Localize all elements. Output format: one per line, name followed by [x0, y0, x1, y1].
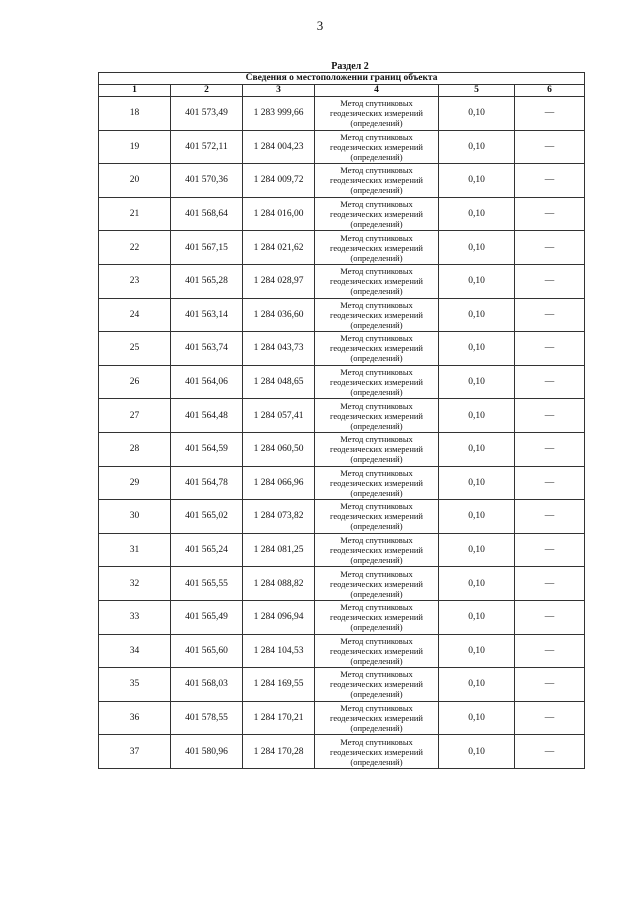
x-coordinate-cell: 401 572,11 [171, 130, 243, 164]
point-number-cell: 29 [99, 466, 171, 500]
point-number-cell: 30 [99, 500, 171, 534]
description-cell: — [515, 97, 585, 131]
point-number-cell: 19 [99, 130, 171, 164]
column-number: 4 [315, 85, 439, 97]
page-number: 3 [316, 18, 324, 33]
y-coordinate-cell: 1 284 073,82 [243, 500, 315, 534]
method-cell: Метод спутниковых геодезических измерений (определений) [315, 164, 439, 198]
section-title: Раздел 2 [331, 61, 369, 72]
point-number-cell: 35 [99, 668, 171, 702]
y-coordinate-cell: 1 284 066,96 [243, 466, 315, 500]
table-row [99, 197, 585, 231]
description-cell: — [515, 735, 585, 769]
method-cell: Метод спутниковых геодезических измерений (определений) [315, 365, 439, 399]
accuracy-cell: 0,10 [439, 197, 515, 231]
accuracy-cell: 0,10 [439, 130, 515, 164]
method-cell: Метод спутниковых геодезических измерений (определений) [315, 298, 439, 332]
point-number-cell: 31 [99, 533, 171, 567]
point-number-cell: 22 [99, 231, 171, 265]
table-caption: Сведения о местоположении границ объекта [99, 73, 585, 85]
accuracy-cell: 0,10 [439, 97, 515, 131]
description-cell: — [515, 399, 585, 433]
description-cell: — [515, 701, 585, 735]
description-cell: — [515, 634, 585, 668]
method-cell: Метод спутниковых геодезических измерений (определений) [315, 432, 439, 466]
description-cell: — [515, 298, 585, 332]
y-coordinate-cell: 1 284 169,55 [243, 668, 315, 702]
x-coordinate-cell: 401 565,55 [171, 567, 243, 601]
description-cell: — [515, 332, 585, 366]
method-cell: Метод спутниковых геодезических измерений (определений) [315, 634, 439, 668]
y-coordinate-cell: 1 284 088,82 [243, 567, 315, 601]
table-row [99, 298, 585, 332]
method-cell: Метод спутниковых геодезических измерений (определений) [315, 399, 439, 433]
boundary-table [98, 72, 585, 769]
point-number-cell: 34 [99, 634, 171, 668]
description-cell: — [515, 264, 585, 298]
method-cell: Метод спутниковых геодезических измерений (определений) [315, 264, 439, 298]
method-cell: Метод спутниковых геодезических измерений (определений) [315, 701, 439, 735]
x-coordinate-cell: 401 565,60 [171, 634, 243, 668]
point-number-cell: 18 [99, 97, 171, 131]
y-coordinate-cell: 1 284 060,50 [243, 432, 315, 466]
x-coordinate-cell: 401 564,59 [171, 432, 243, 466]
table-row [99, 668, 585, 702]
accuracy-cell: 0,10 [439, 164, 515, 198]
table-row [99, 97, 585, 131]
x-coordinate-cell: 401 567,15 [171, 231, 243, 265]
method-cell: Метод спутниковых геодезических измерений (определений) [315, 197, 439, 231]
table-row [99, 634, 585, 668]
description-cell: — [515, 500, 585, 534]
y-coordinate-cell: 1 284 170,21 [243, 701, 315, 735]
x-coordinate-cell: 401 578,55 [171, 701, 243, 735]
method-cell: Метод спутниковых геодезических измерений (определений) [315, 567, 439, 601]
y-coordinate-cell: 1 284 096,94 [243, 600, 315, 634]
table-row [99, 735, 585, 769]
accuracy-cell: 0,10 [439, 466, 515, 500]
method-cell: Метод спутниковых геодезических измерений (определений) [315, 130, 439, 164]
accuracy-cell: 0,10 [439, 399, 515, 433]
description-cell: — [515, 466, 585, 500]
accuracy-cell: 0,10 [439, 332, 515, 366]
y-coordinate-cell: 1 284 004,23 [243, 130, 315, 164]
x-coordinate-cell: 401 568,64 [171, 197, 243, 231]
description-cell: — [515, 432, 585, 466]
description-cell: — [515, 130, 585, 164]
description-cell: — [515, 365, 585, 399]
accuracy-cell: 0,10 [439, 634, 515, 668]
table-row [99, 130, 585, 164]
table-row [99, 365, 585, 399]
point-number-cell: 28 [99, 432, 171, 466]
column-number: 5 [439, 85, 515, 97]
x-coordinate-cell: 401 563,14 [171, 298, 243, 332]
table-row [99, 500, 585, 534]
table-body [99, 97, 585, 769]
table-row [99, 533, 585, 567]
column-number: 3 [243, 85, 315, 97]
accuracy-cell: 0,10 [439, 735, 515, 769]
x-coordinate-cell: 401 565,24 [171, 533, 243, 567]
x-coordinate-cell: 401 565,49 [171, 600, 243, 634]
x-coordinate-cell: 401 564,06 [171, 365, 243, 399]
table-row [99, 231, 585, 265]
point-number-cell: 33 [99, 600, 171, 634]
accuracy-cell: 0,10 [439, 264, 515, 298]
y-coordinate-cell: 1 284 104,53 [243, 634, 315, 668]
description-cell: — [515, 600, 585, 634]
x-coordinate-cell: 401 570,36 [171, 164, 243, 198]
table-row [99, 600, 585, 634]
x-coordinate-cell: 401 568,03 [171, 668, 243, 702]
x-coordinate-cell: 401 565,28 [171, 264, 243, 298]
x-coordinate-cell: 401 565,02 [171, 500, 243, 534]
description-cell: — [515, 668, 585, 702]
method-cell: Метод спутниковых геодезических измерений (определений) [315, 231, 439, 265]
accuracy-cell: 0,10 [439, 365, 515, 399]
method-cell: Метод спутниковых геодезических измерений (определений) [315, 600, 439, 634]
table-row [99, 432, 585, 466]
method-cell: Метод спутниковых геодезических измерений (определений) [315, 735, 439, 769]
column-number: 2 [171, 85, 243, 97]
method-cell: Метод спутниковых геодезических измерений (определений) [315, 332, 439, 366]
table-row [99, 701, 585, 735]
point-number-cell: 37 [99, 735, 171, 769]
description-cell: — [515, 231, 585, 265]
column-number-row [99, 85, 585, 97]
y-coordinate-cell: 1 284 043,73 [243, 332, 315, 366]
y-coordinate-cell: 1 283 999,66 [243, 97, 315, 131]
method-cell: Метод спутниковых геодезических измерений (определений) [315, 533, 439, 567]
y-coordinate-cell: 1 284 028,97 [243, 264, 315, 298]
point-number-cell: 27 [99, 399, 171, 433]
x-coordinate-cell: 401 580,96 [171, 735, 243, 769]
accuracy-cell: 0,10 [439, 668, 515, 702]
table-row [99, 399, 585, 433]
x-coordinate-cell: 401 563,74 [171, 332, 243, 366]
method-cell: Метод спутниковых геодезических измерений (определений) [315, 500, 439, 534]
table-row [99, 466, 585, 500]
method-cell: Метод спутниковых геодезических измерений (определений) [315, 97, 439, 131]
x-coordinate-cell: 401 573,49 [171, 97, 243, 131]
y-coordinate-cell: 1 284 081,25 [243, 533, 315, 567]
column-number: 1 [99, 85, 171, 97]
accuracy-cell: 0,10 [439, 567, 515, 601]
table-row [99, 164, 585, 198]
accuracy-cell: 0,10 [439, 298, 515, 332]
accuracy-cell: 0,10 [439, 432, 515, 466]
y-coordinate-cell: 1 284 009,72 [243, 164, 315, 198]
description-cell: — [515, 197, 585, 231]
accuracy-cell: 0,10 [439, 500, 515, 534]
y-coordinate-cell: 1 284 057,41 [243, 399, 315, 433]
accuracy-cell: 0,10 [439, 701, 515, 735]
method-cell: Метод спутниковых геодезических измерений (определений) [315, 466, 439, 500]
x-coordinate-cell: 401 564,48 [171, 399, 243, 433]
y-coordinate-cell: 1 284 021,62 [243, 231, 315, 265]
point-number-cell: 36 [99, 701, 171, 735]
y-coordinate-cell: 1 284 036,60 [243, 298, 315, 332]
method-cell: Метод спутниковых геодезических измерений (определений) [315, 668, 439, 702]
table-row [99, 567, 585, 601]
table-row [99, 332, 585, 366]
y-coordinate-cell: 1 284 048,65 [243, 365, 315, 399]
point-number-cell: 24 [99, 298, 171, 332]
accuracy-cell: 0,10 [439, 533, 515, 567]
point-number-cell: 32 [99, 567, 171, 601]
description-cell: — [515, 164, 585, 198]
point-number-cell: 20 [99, 164, 171, 198]
point-number-cell: 25 [99, 332, 171, 366]
point-number-cell: 26 [99, 365, 171, 399]
point-number-cell: 21 [99, 197, 171, 231]
point-number-cell: 23 [99, 264, 171, 298]
y-coordinate-cell: 1 284 016,00 [243, 197, 315, 231]
table-row [99, 264, 585, 298]
x-coordinate-cell: 401 564,78 [171, 466, 243, 500]
y-coordinate-cell: 1 284 170,28 [243, 735, 315, 769]
description-cell: — [515, 533, 585, 567]
accuracy-cell: 0,10 [439, 600, 515, 634]
accuracy-cell: 0,10 [439, 231, 515, 265]
column-number: 6 [515, 85, 585, 97]
description-cell: — [515, 567, 585, 601]
